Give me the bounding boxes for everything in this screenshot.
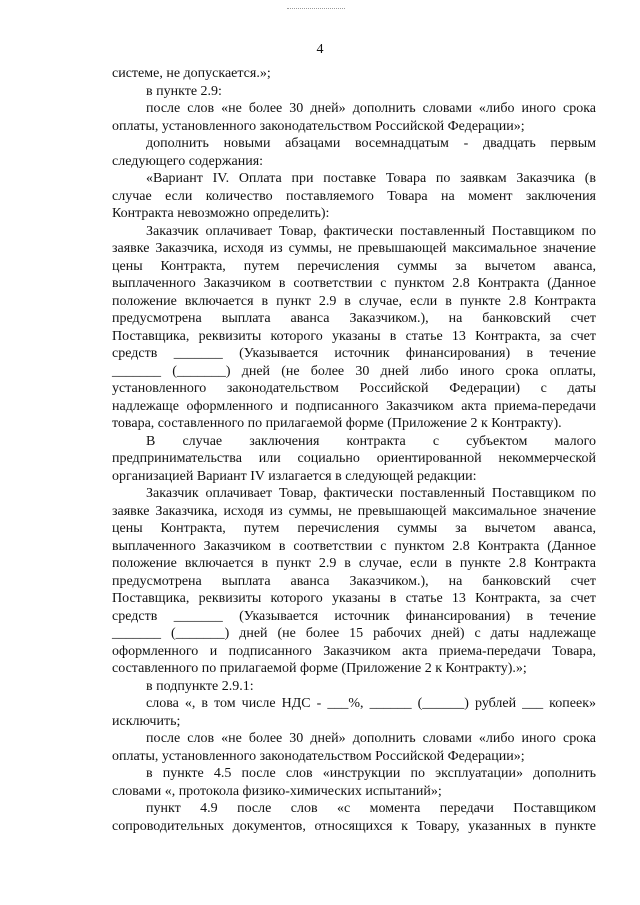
text-line: заявке Заказчика, исходя из суммы, не превышающей максимальное значение — [112, 503, 596, 519]
text-line: Заказчик оплачивает Товар, фактически поставленный Поставщиком по — [146, 486, 596, 501]
text-line: выплаченного Заказчиком в соответствии с пунктом 2.8 Контракта (Данное — [112, 538, 596, 554]
text-line: после слов «не более 30 дней» дополнить словами «либо иного срока — [146, 101, 596, 116]
text-line: _______ (_______) дней (не более 15 рабочих дней) с даты надлежаще — [112, 626, 596, 641]
text-line: положение включается в пункт 2.9 в случае, если в пункте 2.8 Контракта — [112, 293, 596, 309]
document-body — [112, 65, 596, 835]
scan-top-mark — [287, 8, 345, 9]
text-line: в пункте 4.5 после слов «инструкции по эксплуатации» дополнить — [146, 766, 596, 781]
text-line: средств _______ (Указывается источник финансирования) в течение — [112, 608, 596, 624]
text-line: Поставщика, реквизиты которого указаны в статье 13 Контракта, за счет — [112, 328, 596, 344]
text-line: пункт 4.9 после слов «с момента передачи Поставщиком — [146, 801, 596, 816]
text-line: цены Контракта, путем перечисления суммы за вычетом аванса, — [112, 521, 596, 536]
text-line: надлежаще оформленного и подписанного Заказчиком акта приема-передачи — [112, 398, 596, 414]
text-line: предусмотрена выплата аванса Заказчиком.), на банковский счет — [112, 311, 596, 326]
text-line: средств _______ (Указывается источник финансирования) в течение — [112, 346, 596, 361]
text-line: Поставщика, реквизиты которого указаны в статье 13 Контракта, за счет — [112, 591, 596, 606]
text-line: исключить; — [112, 713, 181, 729]
text-line: Заказчик оплачивает Товар, фактически поставленный Поставщиком по — [146, 223, 596, 239]
text-line: цены Контракта, путем перечисления суммы за вычетом аванса, — [112, 258, 596, 274]
text-line: организацией Вариант IV излагается в следующей редакции: — [112, 468, 477, 484]
text-line: предусмотрена выплата аванса Заказчиком.), на банковский счет — [112, 573, 596, 589]
text-line: оплаты, установленного законодательством Российской Федерации»; — [112, 748, 525, 764]
text-line: положение включается в пункт 2.9 в случае, если в пункте 2.8 Контракта — [112, 556, 596, 571]
text-line: составленного по прилагаемой форме (Приложение 2 к Контракту).»; — [112, 661, 527, 676]
text-line: системе, не допускается.»; — [112, 66, 271, 81]
text-line: оформленного и подписанного Заказчиком акта приема-передачи Товара, — [112, 643, 596, 659]
text-line: _______ (_______) дней (не более 30 дней либо иного срока оплаты, — [112, 363, 596, 379]
text-line: предпринимательства или социально ориентированной некоммерческой — [112, 451, 596, 466]
text-line: Контракта невозможно определить): — [112, 206, 330, 221]
text-line: оплаты, установленного законодательством Российской Федерации»; — [112, 118, 525, 134]
text-line: В случае заключения контракта с субъектом малого — [146, 433, 596, 449]
text-line: слова «, в том числе НДС - ___%, ______ (______) рублей ___ копеек» — [146, 696, 596, 711]
page-number: 4 — [316, 42, 324, 57]
text-line: выплаченного Заказчиком в соответствии с пунктом 2.8 Контракта (Данное — [112, 276, 596, 291]
text-line: в пункте 2.9: — [146, 83, 222, 99]
text-line: дополнить новыми абзацами восемнадцатым - двадцать первым — [146, 136, 596, 151]
text-line: в подпункте 2.9.1: — [146, 678, 254, 694]
text-line: случае если количество поставляемого Товара на момент заключения — [112, 188, 596, 204]
text-line: заявке Заказчика, исходя из суммы, не превышающей максимальное значение — [112, 241, 596, 256]
text-line: словами «, протокола физико-химических испытаний»; — [112, 783, 442, 799]
text-line: сопроводительных документов, относящихся к Товару, указанных в пункте — [112, 818, 596, 834]
text-line: «Вариант IV. Оплата при поставке Товара по заявкам Заказчика (в — [146, 171, 596, 186]
text-line: следующего содержания: — [112, 153, 264, 169]
text-line: после слов «не более 30 дней» дополнить словами «либо иного срока — [146, 731, 596, 746]
text-line: товара, составленного по прилагаемой форме (Приложение 2 к Контракту). — [112, 416, 562, 431]
text-line: установленного законодательством Российской Федерации) с даты — [112, 381, 596, 396]
